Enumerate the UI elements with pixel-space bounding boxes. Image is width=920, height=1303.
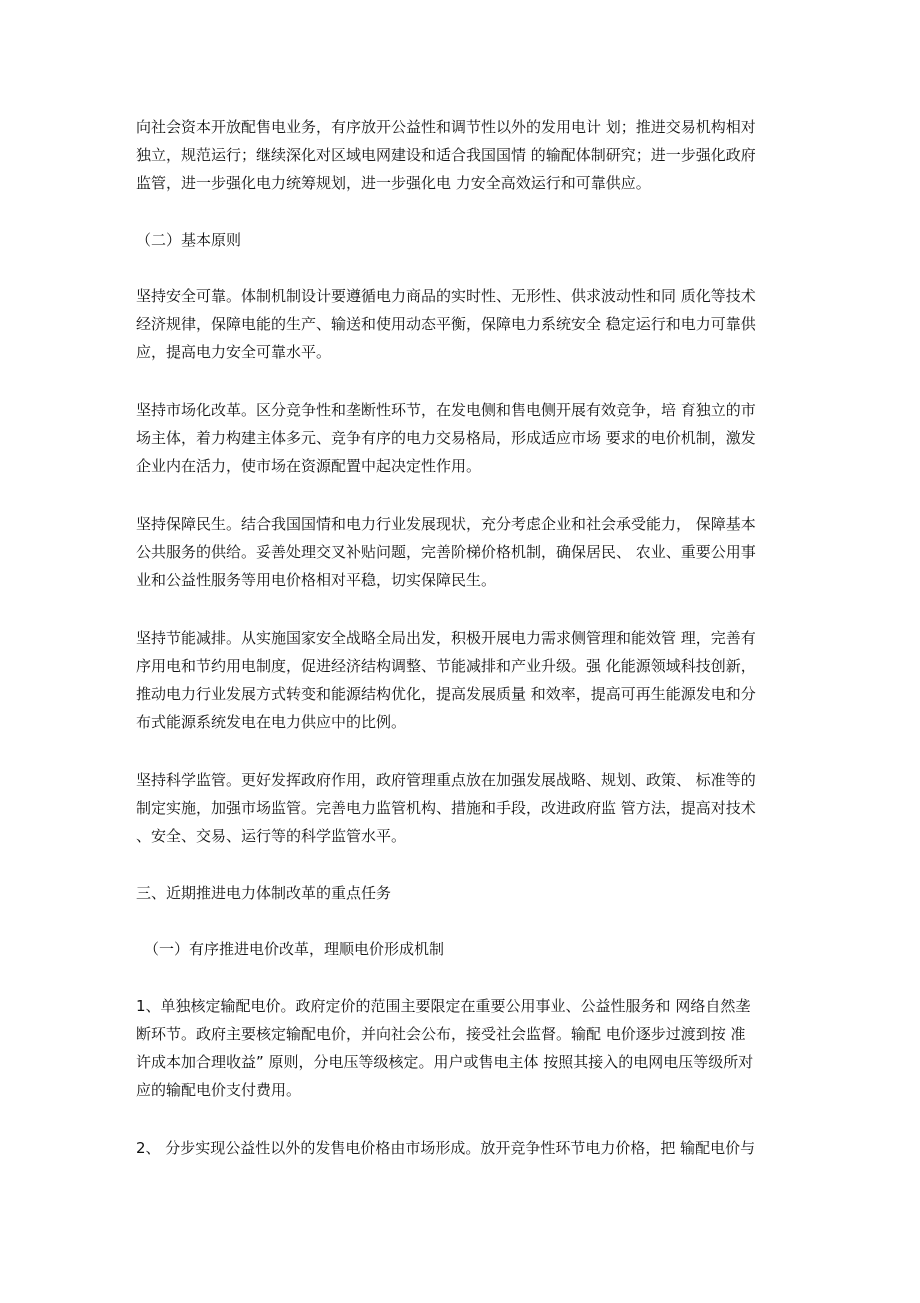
paragraph-livelihood bbox=[136, 510, 786, 594]
text-line: 场主体，着力构建主体多元、竞争有序的电力交易格局，形成适应市场 要求的电价机制，激发 bbox=[136, 429, 756, 447]
text-line: 向社会资本开放配售电业务，有序放开公益性和调节性以外的发用电计 划；推进交易机构相对 bbox=[136, 118, 756, 136]
heading-price-reform: （一）有序推进电价改革，理顺电价形成机制 bbox=[144, 940, 445, 958]
text-line: 坚持节能减排。从实施国家安全战略全局出发，积极开展电力需求侧管理和能效管 理，完善有 bbox=[136, 629, 756, 647]
text-line: 坚持安全可靠。体制机制设计要遵循电力商品的实时性、无形性、供求波动性和同 质化等技术 bbox=[136, 287, 756, 305]
text-line: 坚持保障民生。结合我国国情和电力行业发展现状，充分考虑企业和社会承受能力， 保障基本 bbox=[136, 515, 756, 533]
text-line: 推动电力行业发展方式转变和能源结构优化，提高发展质量 和效率，提高可再生能源发电和分 bbox=[136, 685, 756, 703]
paragraph-transmission-price bbox=[136, 992, 786, 1104]
heading-basic-principles: （二）基本原则 bbox=[136, 231, 242, 249]
paragraph-market-pricing bbox=[136, 1134, 786, 1162]
paragraph-energy-saving bbox=[136, 624, 786, 736]
paragraph-scientific-supervision bbox=[136, 766, 786, 850]
paragraph-market-reform bbox=[136, 396, 786, 480]
text-line: 监管，进一步强化电力统筹规划，进一步强化电 力安全高效运行和可靠供应。 bbox=[136, 174, 651, 192]
text-line: 序用电和节约用电制度，促进经济结构调整、节能减排和产业升级。强 化能源领域科技创新， bbox=[136, 657, 756, 675]
heading-section-three: 三、近期推进电力体制改革的重点任务 bbox=[136, 884, 392, 902]
text-line: 坚持市场化改革。区分竞争性和垄断性环节，在发电侧和售电侧开展有效竞争，培 育独立的市 bbox=[136, 401, 756, 419]
text-line: 企业内在活力，使市场在资源配置中起决定性作用。 bbox=[136, 457, 482, 475]
text-line: 断环节。政府主要核定输配电价，并向社会公布，接受社会监督。输配 电价逐步过渡到按 准 bbox=[136, 1025, 746, 1043]
text-line: 、安全、交易、运行等的科学监管水平。 bbox=[136, 827, 407, 845]
text-line: 制定实施，加强市场监管。完善电力监管机构、措施和手段，改进政府监 管方法，提高对技术 bbox=[136, 799, 756, 817]
text-line: 独立，规范运行；继续深化对区域电网建设和适合我国国情 的输配体制研究；进一步强化政府 bbox=[136, 146, 756, 164]
paragraph-safety-reliability bbox=[136, 282, 786, 366]
text-line: 应，提高电力安全可靠水平。 bbox=[136, 343, 332, 361]
text-line: 布式能源系统发电在电力供应中的比例。 bbox=[136, 713, 407, 731]
text-line: 坚持科学监管。更好发挥政府作用，政府管理重点放在加强发展战略、规划、政策、 标准等的 bbox=[136, 771, 756, 789]
text-line: 业和公益性服务等用电价格相对平稳，切实保障民生。 bbox=[136, 571, 497, 589]
text-line: 许成本加合理收益” 原则，分电压等级核定。用户或售电主体 按照其接入的电网电压等级所对 bbox=[136, 1053, 754, 1071]
text-line: 1、单独核定输配电价。政府定价的范围主要限定在重要公用事业、公益性服务和 网络自然垄 bbox=[136, 997, 751, 1015]
paragraph-reform-overview bbox=[136, 113, 786, 197]
text-line: 2、 分步实现公益性以外的发售电价格由市场形成。放开竞争性环节电力价格，把 输配电价与 bbox=[136, 1139, 756, 1157]
text-line: 经济规律，保障电能的生产、输送和使用动态平衡，保障电力系统安全 稳定运行和电力可靠供 bbox=[136, 315, 756, 333]
text-line: 应的输配电价支付费用。 bbox=[136, 1081, 302, 1099]
text-line: 公共服务的供给。妥善处理交叉补贴问题，完善阶梯价格机制，确保居民、 农业、重要公用事 bbox=[136, 543, 756, 561]
